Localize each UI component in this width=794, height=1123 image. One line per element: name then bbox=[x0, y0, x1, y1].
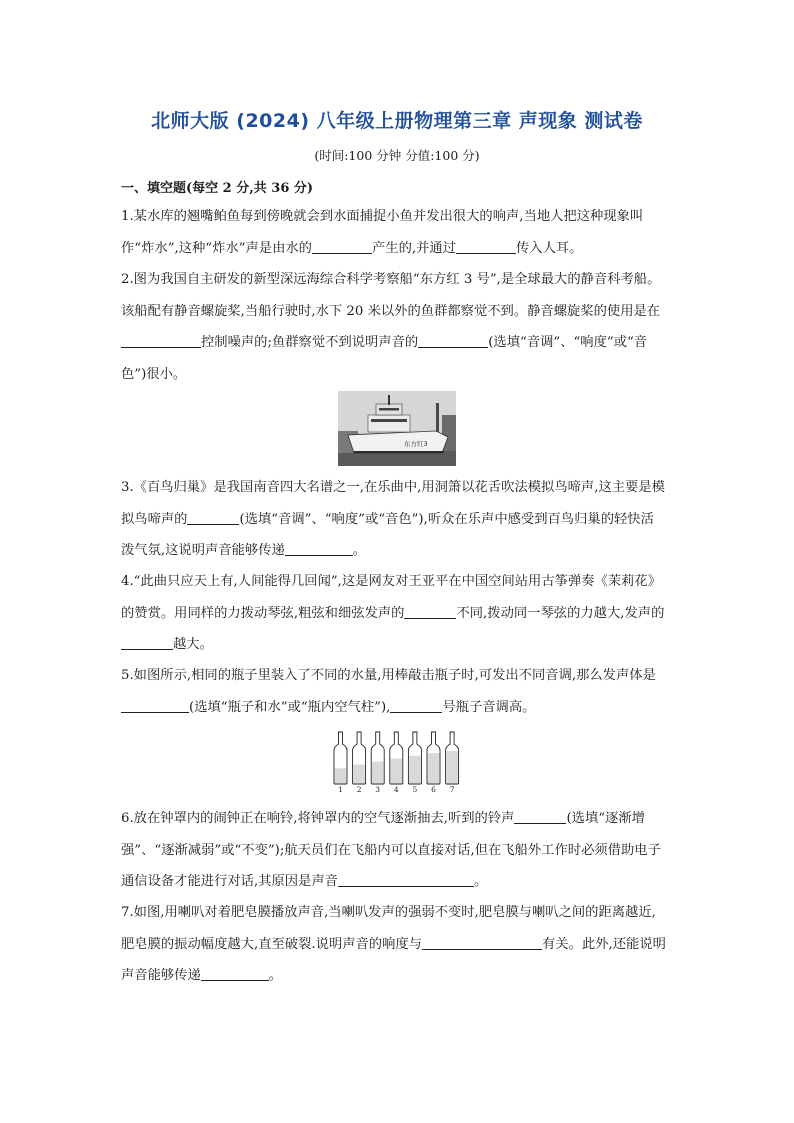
answer-blank[interactable] bbox=[422, 935, 542, 950]
water-level bbox=[353, 765, 364, 784]
answer-blank[interactable] bbox=[404, 604, 456, 619]
section-heading: 一、填空题(每空 2 分,共 36 分) bbox=[121, 181, 314, 196]
q6-text-a: 6.放在钟罩内的闹钟正在响铃,将钟罩内的空气逐渐抽去,听到的铃声 bbox=[121, 811, 515, 826]
q7-text-a: 7.如图,用喇叭对着肥皂膜播放声音,当喇叭发声的强弱不变时,肥皂膜与喇叭之间的距离越近,肥皂膜的振动幅度越大,直至破裂.说明声音的响度与 bbox=[121, 905, 656, 952]
question-7 bbox=[121, 897, 666, 992]
q1-text-c: 传入人耳。 bbox=[516, 240, 583, 256]
answer-blank[interactable] bbox=[338, 872, 474, 887]
bottle-label: 5 bbox=[412, 785, 418, 793]
q1-text-a: 1.某水库的翘嘴鲌鱼每到傍晚就会到水面捕捉小鱼并发出很大的响声,当地人把这种现象叫作“炸水”,这种“炸水”声是由水的 bbox=[121, 209, 644, 256]
question-2 bbox=[121, 264, 666, 390]
q2-text-b: 控制噪声的;鱼群察觉不到说明声音的 bbox=[201, 335, 419, 350]
bottle-4 bbox=[390, 732, 403, 793]
q3-text-b: (选填“音调”、“响度”或“音色”),听众在乐声中感受到百鸟归巢的轻快活泼气氛,这说明声音能够传递 bbox=[121, 511, 654, 558]
bottle-1 bbox=[334, 732, 347, 793]
q4-text-a: 4.“此曲只应天上有,人间能得几回闻”,这是网友对王亚平在中国空间站用古筝弹奏《茉莉花》的赞赏。用同样的力拨动琴弦,粗弦和细弦发声的 bbox=[121, 574, 662, 621]
bottle-label: 3 bbox=[375, 785, 381, 793]
answer-blank[interactable] bbox=[285, 541, 353, 556]
water-level bbox=[372, 762, 383, 784]
bottle-label: 6 bbox=[431, 785, 436, 793]
question-5 bbox=[121, 660, 666, 723]
water-level bbox=[409, 756, 420, 783]
q5-text-c: 号瓶子音调高。 bbox=[442, 699, 536, 715]
ship-hull-text: 东方红3 bbox=[404, 440, 428, 448]
q2-text-c: (选填“音调”、“响度”或“音色”)很小。 bbox=[121, 335, 648, 382]
water-level bbox=[428, 753, 439, 783]
answer-blank[interactable] bbox=[121, 333, 201, 348]
question-3 bbox=[121, 472, 666, 567]
answer-blank[interactable] bbox=[390, 698, 442, 713]
bottles-figure bbox=[330, 730, 463, 793]
answer-blank[interactable] bbox=[312, 239, 372, 254]
q3-text-a: 3.《百鸟归巢》是我国南音四大名谱之一,在乐曲中,用洞箫以花舌吹法模拟鸟啼声,这主要是模拟鸟啼声的 bbox=[121, 480, 665, 527]
question-6 bbox=[121, 803, 666, 898]
bottle-label: 4 bbox=[393, 785, 399, 793]
q3-text-c: 。 bbox=[352, 543, 367, 558]
answer-blank[interactable] bbox=[418, 333, 488, 348]
bottle-6 bbox=[427, 732, 440, 793]
q7-text-c: 。 bbox=[268, 968, 283, 983]
bottle-5 bbox=[408, 732, 421, 793]
research-ship-image bbox=[338, 391, 456, 466]
bottle-7 bbox=[446, 732, 459, 793]
q6-text-c: 。 bbox=[473, 874, 488, 889]
q4-text-b: 不同,拨动同一琴弦的力越大,发声的 bbox=[456, 605, 665, 621]
answer-blank[interactable] bbox=[187, 510, 239, 525]
answer-blank[interactable] bbox=[121, 635, 173, 650]
page-title: 北师大版 (2024) 八年级上册物理第三章 声现象 测试卷 bbox=[151, 110, 643, 132]
water-level bbox=[335, 768, 346, 783]
bottle-3 bbox=[371, 732, 384, 793]
bottle-label: 1 bbox=[338, 785, 343, 793]
answer-blank[interactable] bbox=[514, 809, 566, 824]
answer-blank[interactable] bbox=[456, 239, 516, 254]
question-4 bbox=[121, 566, 666, 661]
q4-text-c: 越大。 bbox=[173, 637, 213, 652]
q5-text-b: (选填“瓶子和水”或“瓶内空气柱”), bbox=[189, 699, 391, 715]
q6-text-b: (选填“逐渐增强”、“逐渐减弱”或“不变”);航天员们在飞船内可以直接对话,但在飞船外工作时必须借助电子通信设备才能进行对话,其原因是声音 bbox=[121, 811, 661, 889]
q2-text-a: 2.图为我国自主研发的新型深远海综合科学考察船“东方红 3 号”,是全球最大的静音科考船。该船配有静音螺旋桨,当船行驶时,水下 20 米以外的鱼群都察觉不到。静音螺旋桨的使用是在 bbox=[121, 272, 661, 319]
bottle-2 bbox=[353, 732, 366, 793]
water-level bbox=[391, 759, 402, 784]
bottle-label: 2 bbox=[356, 785, 362, 793]
bottle-label: 7 bbox=[449, 785, 455, 793]
q5-text-a: 5.如图所示,相同的瓶子里装入了不同的水量,用棒敲击瓶子时,可发出不同音调,那么发声体是 bbox=[121, 668, 656, 683]
q7-text-b: 有关。此外,还能说明声音能够传递 bbox=[121, 936, 666, 983]
exam-info: (时间:100 分钟 分值:100 分) bbox=[314, 148, 480, 163]
answer-blank[interactable] bbox=[121, 698, 189, 713]
q1-text-b: 产生的,并通过 bbox=[371, 240, 456, 256]
answer-blank[interactable] bbox=[201, 966, 269, 981]
water-level bbox=[446, 751, 457, 783]
question-1 bbox=[121, 201, 666, 264]
